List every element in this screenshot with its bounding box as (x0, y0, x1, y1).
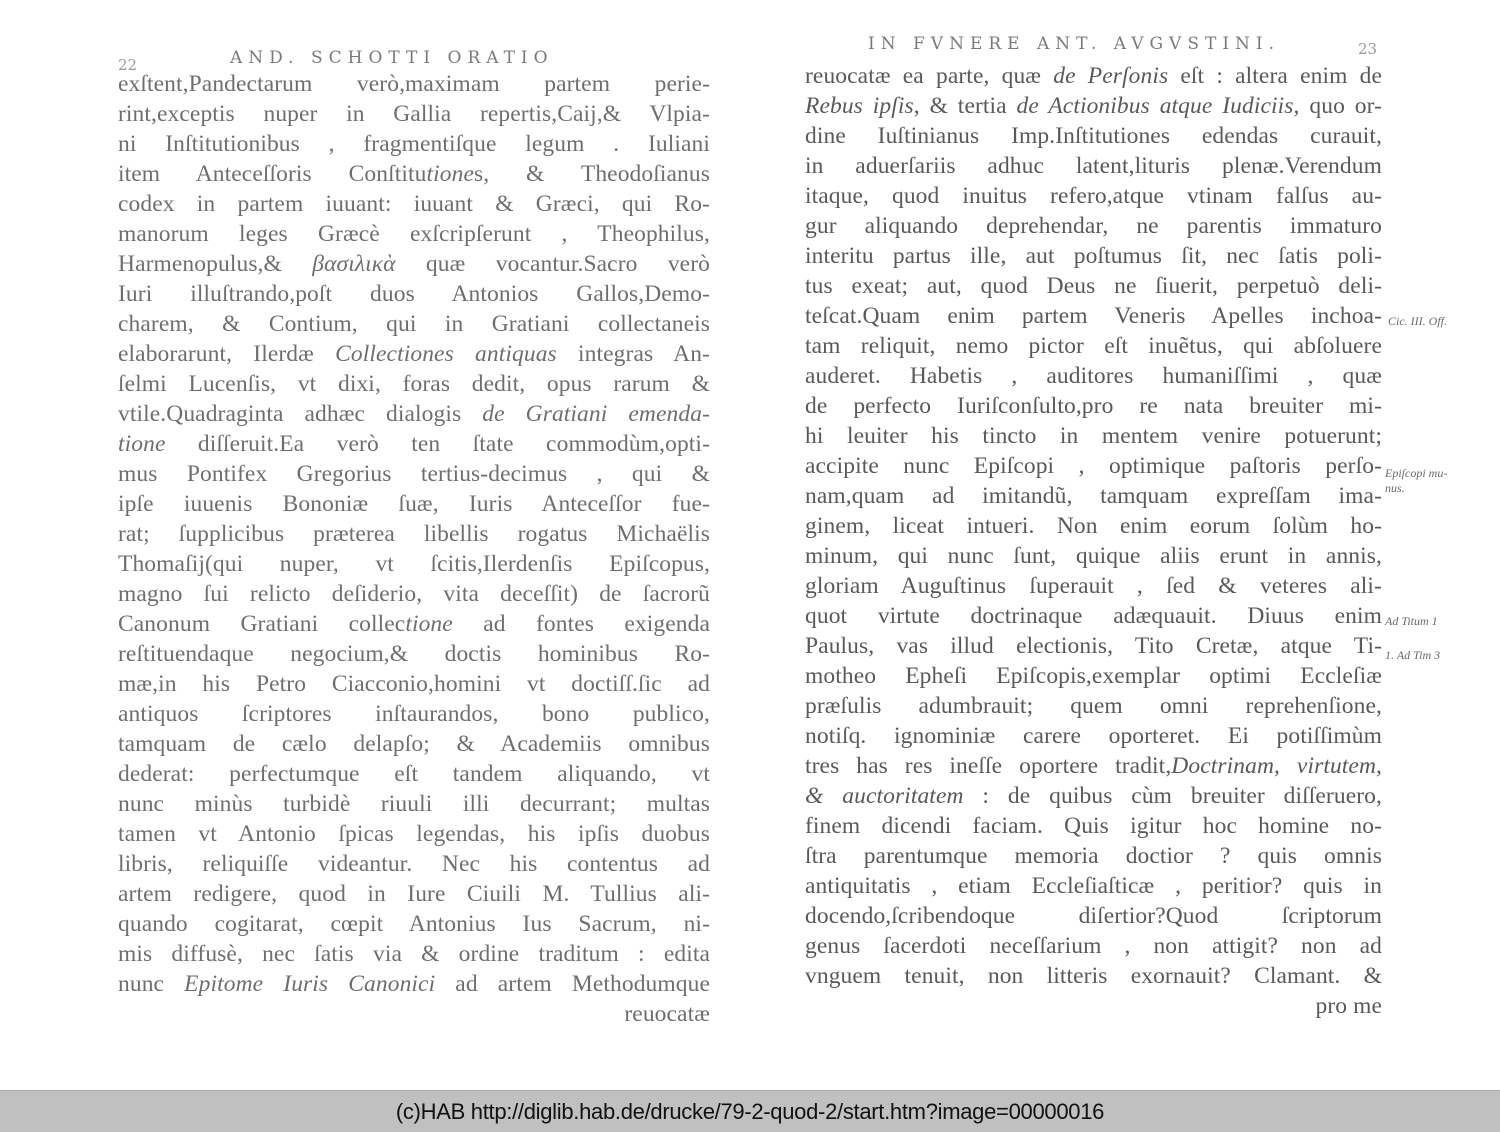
text-line: genus ſacerdoti neceſſarium , non attigit? non ad (805, 933, 1382, 959)
text-line: tus exeat; aut, quod Deus ne ſiuerit, perpetuò deli- (805, 273, 1382, 299)
text-line: tamquam de cælo delapſo; & Academiis omnibus (118, 731, 710, 757)
right-page (760, 0, 1500, 1090)
text-line: antiquitatis , etiam Eccleſiaſticæ , peritior? quis in (805, 873, 1382, 899)
text-line: ſtra parentumque memoria doctior ? quis omnis (805, 843, 1382, 869)
margin-note: Cic. III. Off. (1388, 314, 1447, 328)
text-line: vnguem tenuit, non litteris exornauit? Clamant. & (805, 963, 1382, 989)
text-line: reuocatæ ea parte, quæ de Perſonis eſt : altera enim de (805, 63, 1383, 89)
text-line: reuocatæ (624, 1001, 710, 1027)
text-line: tam reliquit, nemo pictor eſt inuẽtus, qui abſoluere (805, 333, 1382, 359)
text-line: elaborarunt, Ilerdæ Collectiones antiquas integras An- (118, 341, 710, 367)
margin-note: 1. Ad Tim 3 (1385, 648, 1441, 662)
text-line: itaque, quod inuitus refero,atque vtinam falſus au- (805, 183, 1382, 209)
text-line: de perfecto Iuriſconſulto,pro re nata breuiter mi- (805, 393, 1382, 419)
text-line: mis diffusè, nec ſatis via & ordine traditum : edita (118, 941, 710, 967)
text-line: docendo,ſcribendoque diſertior?Quod ſcriptorum (805, 903, 1382, 929)
text-line: ipſe iuuenis Bononiæ ſuæ, Iuris Anteceſſor fue- (118, 491, 710, 517)
margin-note: Ad Titum 1 (1385, 614, 1438, 628)
left-page (0, 0, 740, 1090)
text-line: in aduerſariis adhuc latent,lituris plenæ.Verendum (805, 153, 1382, 179)
text-line: præſulis adumbrauit; quem omni reprehenſione, (805, 693, 1382, 719)
text-line: teſcat.Quam enim partem Veneris Apelles inchoa- (805, 303, 1382, 329)
text-line: finem dicendi faciam. Quis igitur hoc homine no- (805, 813, 1382, 839)
copyright-url-text: (c)HAB http://diglib.hab.de/drucke/79-2-quod-2/start.htm?image=00000016 (395, 1098, 1105, 1124)
text-line: gur aliquando deprehendar, ne parentis immaturo (805, 213, 1382, 239)
text-line: rint,exceptis nuper in Gallia repertis,Caij,& Vlpia- (118, 101, 710, 127)
text-line: gloriam Auguſtinus ſuperauit , ſed & veteres ali- (805, 573, 1382, 599)
text-line: tres has res ineſſe oportere tradit,Doctrinam, virtutem, (805, 753, 1383, 779)
page-number: 23 (1358, 40, 1378, 58)
text-line: minum, qui nunc ſunt, quique aliis erunt in annis, (805, 543, 1382, 569)
text-line: Iuri illuſtrando,poſt duos Antonios Gallos,Demo- (118, 281, 710, 307)
text-line: reſtituendaque negocium,& doctis hominibus Ro- (118, 641, 710, 667)
text-line: interitu partus ille, aut poſtumus ſit, nec ſatis poli- (805, 243, 1382, 269)
text-line: ginem, liceat intueri. Non enim eorum ſolùm ho- (805, 513, 1382, 539)
body-text (805, 61, 1382, 1021)
text-line: dine Iuſtinianus Imp.Inſtitutiones edendas curauit, (805, 123, 1382, 149)
text-line: motheo Epheſi Epiſcopis,exemplar optimi Eccleſiæ (805, 663, 1382, 689)
text-line: vtile.Quadraginta adhæc dialogis de Gratiani emenda- (118, 401, 710, 427)
margin-note: Epiſcopi mu- (1385, 466, 1448, 480)
text-line: tione diſſeruit.Ea verò ten ſtate commodùm,opti- (118, 431, 710, 457)
running-head: IN FVNERE ANT. AVGVSTINI. (868, 34, 1281, 54)
text-line: libris, reliquiſſe videantur. Nec his contentus ad (118, 851, 710, 877)
running-head: AND. SCHOTTI ORATIO (230, 48, 554, 68)
text-line: manorum leges Græcè exſcripſerunt , Theophilus, (118, 221, 710, 247)
text-line: Thomaſij(qui nuper, vt ſcitis,Ilerdenſis Epiſcopus, (118, 551, 710, 577)
body-text (118, 69, 710, 1029)
text-line: mæ,in his Petro Ciacconio,homini vt doctiſſ.ſic ad (118, 671, 710, 697)
text-line: hi leuiter his tincto in mentem venire potuerunt; (805, 423, 1382, 449)
text-line: codex in partem iuuant: iuuant & Græci, qui Ro- (118, 191, 710, 217)
text-line: charem, & Contium, qui in Gratiani collectaneis (118, 311, 710, 337)
copyright-footer (0, 1090, 1500, 1132)
text-line: tamen vt Antonio ſpicas legendas, his ipſis duobus (118, 821, 710, 847)
text-line: nunc minùs turbidè riuuli illi decurrant; multas (118, 791, 710, 817)
text-line: quando cogitarat, cœpit Antonius Ius Sacrum, ni- (118, 911, 710, 937)
text-line: item Anteceſſoris Conſtitutiones, & Theodoſianus (118, 161, 710, 187)
text-line: antiquos ſcriptores inſtaurandos, bono publico, (118, 701, 710, 727)
text-line: Rebus ipſis, & tertia de Actionibus atque Iudiciis, quo or- (805, 93, 1382, 119)
text-line: & auctoritatem : de quibus cùm breuiter diſſeruero, (805, 783, 1382, 809)
text-line: ſelmi Lucenſis, vt dixi, foras dedit, opus rarum & (118, 371, 710, 397)
text-line: pro me (1315, 993, 1382, 1019)
text-line: nam,quam ad imitandũ, tamquam expreſſam ima- (805, 483, 1382, 509)
text-line: notiſq. ignominiæ carere oporteret. Ei potiſſimùm (805, 723, 1382, 749)
text-line: ni Inſtitutionibus , fragmentiſque legum . Iuliani (118, 131, 710, 157)
text-line: Paulus, vas illud electionis, Tito Cretæ, atque Ti- (805, 633, 1382, 659)
text-line: magno ſui relicto deſiderio, vita deceſſit) de ſacrorũ (118, 581, 710, 607)
text-line: mus Pontifex Gregorius tertius-decimus , qui & (118, 461, 710, 487)
text-line: accipite nunc Epiſcopi , optimique paſtoris perſo- (805, 453, 1382, 479)
text-line: nunc Epitome Iuris Canonici ad artem Methodumque (118, 971, 711, 997)
margin-note: nus. (1385, 481, 1405, 495)
text-line: rat; ſupplicibus præterea libellis rogatus Michaëlis (118, 521, 710, 547)
text-line: Canonum Gratiani collectione ad fontes exigenda (118, 611, 710, 637)
text-line: artem redigere, quod in Iure Ciuili M. Tullius ali- (118, 881, 710, 907)
page-number: 22 (118, 56, 138, 74)
text-line: Harmenopulus,& βασιλικὰ quæ vocantur.Sacro verò (118, 251, 710, 277)
text-line: auderet. Habetis , auditores humaniſſimi , quæ (805, 363, 1382, 389)
text-line: exſtent,Pandectarum verò,maximam partem perie- (118, 71, 710, 97)
text-line: quot virtute doctrinaque adæquauit. Diuus enim (805, 603, 1382, 629)
text-line: dederat: perfectumque eſt tandem aliquando, vt (118, 761, 710, 787)
